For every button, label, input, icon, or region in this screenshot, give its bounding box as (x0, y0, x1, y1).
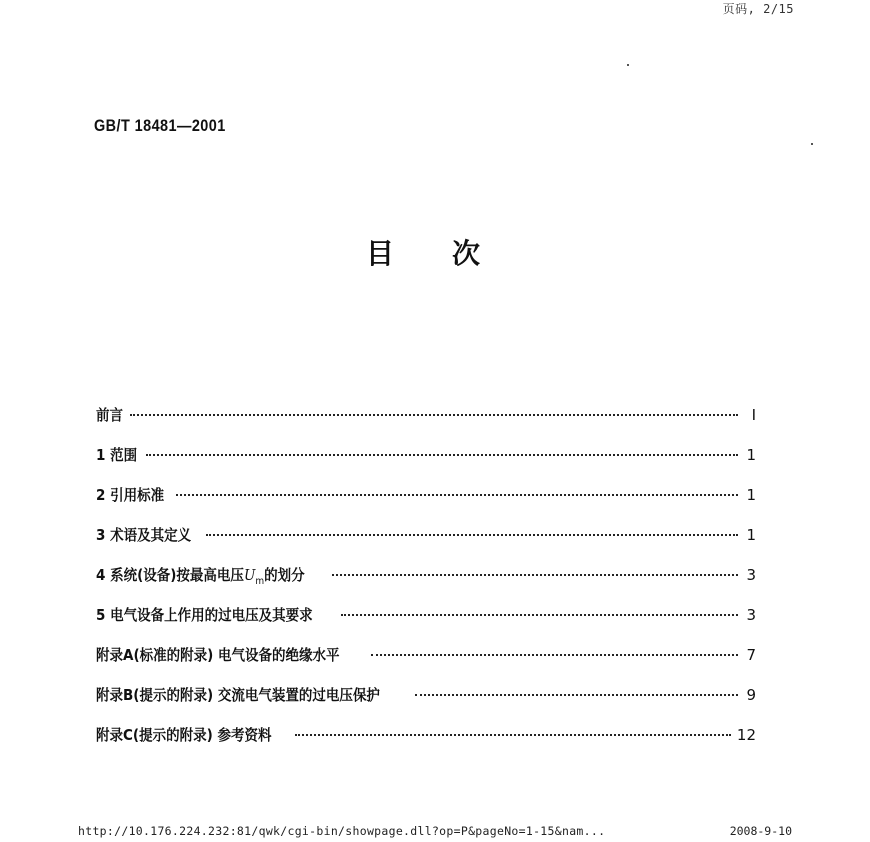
standard-number: GB/T 18481—2001 (94, 116, 226, 135)
toc-entry-page: Ⅰ (751, 406, 756, 424)
toc-entry-normative-references[interactable] (96, 484, 756, 524)
toc-leader-dots (341, 614, 738, 616)
toc-title-char: 次 (452, 237, 481, 270)
toc-label-text: 的划分 (264, 566, 305, 584)
toc-entry-foreword[interactable] (96, 404, 756, 444)
toc-entry-page: 3 (746, 606, 756, 624)
toc-leader-dots (371, 654, 738, 656)
toc-entry-label: 3 术语及其定义 (96, 526, 192, 544)
toc-entry-label: 1 范围 (96, 446, 138, 464)
toc-entry-appendix-a[interactable] (96, 644, 756, 684)
toc-label-text: 4 系统(设备)按最高电压 (96, 566, 244, 584)
toc-entry-terms-definitions[interactable] (96, 524, 756, 564)
toc-entry-page: 1 (746, 526, 756, 544)
toc-leader-dots (176, 494, 738, 496)
toc-entry-label (96, 564, 305, 587)
voltage-symbol: U (243, 566, 256, 584)
toc-entry-label: 附录C(提示的附录) 参考资料 (96, 726, 272, 744)
toc-entry-label: 2 引用标准 (96, 486, 165, 504)
toc-entry-scope[interactable] (96, 444, 756, 484)
toc-entry-page: 3 (746, 566, 756, 584)
toc-entry-page: 12 (736, 726, 756, 744)
toc-entry-page: 9 (746, 686, 756, 704)
toc-entry-label: 前言 (96, 406, 124, 424)
toc-title (0, 232, 870, 272)
toc-entry-voltage-classification[interactable] (96, 564, 756, 604)
toc-title-char: 目 (366, 237, 395, 270)
toc-entry-label: 5 电气设备上作用的过电压及其要求 (96, 606, 313, 624)
toc-leader-dots (206, 534, 738, 536)
toc-entry-page: 1 (746, 486, 756, 504)
footer-url: http://10.176.224.232:81/qwk/cgi-bin/showpage.dll?op=P&pageNo=1-15&nam... (78, 824, 606, 838)
toc-entry-appendix-b[interactable] (96, 684, 756, 724)
toc-leader-dots (415, 694, 738, 696)
toc-entry-label: 附录B(提示的附录) 交流电气装置的过电压保护 (96, 686, 380, 704)
voltage-symbol-subscript: m (255, 576, 265, 587)
toc-leader-dots (295, 734, 731, 736)
toc-entry-appendix-c[interactable] (96, 724, 756, 764)
footer-date: 2008-9-10 (729, 824, 792, 838)
toc-leader-dots (130, 414, 738, 416)
toc-entry-overvoltages[interactable] (96, 604, 756, 644)
toc-leader-dots (332, 574, 738, 576)
page-counter: 页码, 2/15 (722, 2, 794, 16)
toc-entry-page: 7 (746, 646, 756, 664)
toc-entry-page: 1 (746, 446, 756, 464)
toc-leader-dots (146, 454, 738, 456)
scan-speck (627, 64, 629, 66)
table-of-contents (96, 404, 756, 764)
toc-entry-label: 附录A(标准的附录) 电气设备的绝缘水平 (96, 646, 340, 664)
scan-speck (811, 143, 813, 145)
